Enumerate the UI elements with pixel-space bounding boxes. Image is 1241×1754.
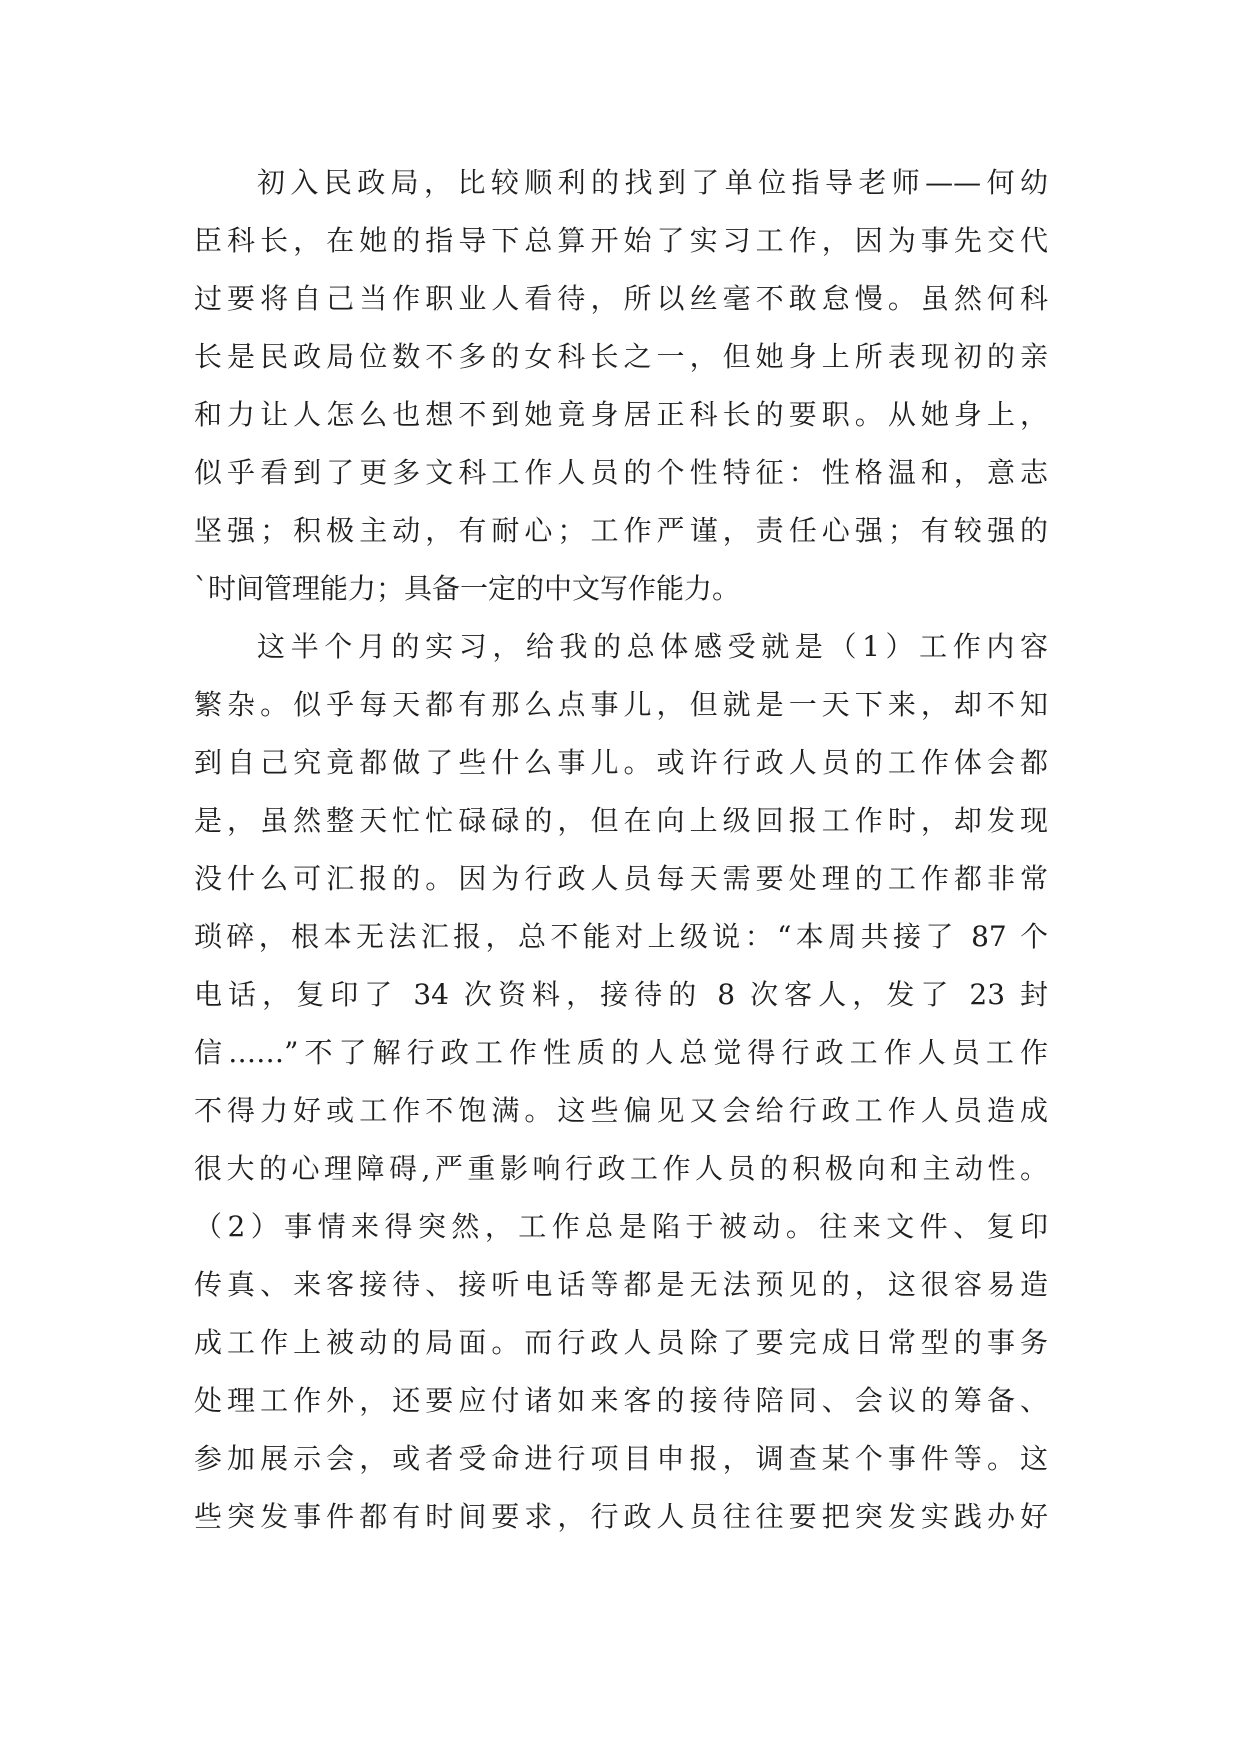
text-line: 过要将自己当作职业人看待，所以丝毫不敢怠慢。虽然何科 xyxy=(194,282,1048,315)
text-line: 长是民政局位数不多的女科长之一，但她身上所表现初的亲 xyxy=(194,340,1048,373)
text-line: 些突发事件都有时间要求，行政人员往往要把突发实践办好 xyxy=(194,1500,1048,1533)
text-line: 似乎看到了更多文科工作人员的个性特征：性格温和，意志 xyxy=(194,456,1048,489)
text-line: 到自己究竟都做了些什么事儿。或许行政人员的工作体会都 xyxy=(194,746,1048,779)
text-line: 参加展示会，或者受命进行项目申报，调查某个事件等。这 xyxy=(194,1442,1048,1475)
text-line: 繁杂。似乎每天都有那么点事儿，但就是一天下来，却不知 xyxy=(194,688,1048,721)
text-line: 琐碎，根本无法汇报，总不能对上级说：“本周共接了 87 个 xyxy=(194,920,1048,953)
text-line: 初入民政局，比较顺利的找到了单位指导老师——何幼 xyxy=(257,166,1048,199)
text-line: 不得力好或工作不饱满。这些偏见又会给行政工作人员造成 xyxy=(194,1094,1048,1127)
text-line: 很大的心理障碍,严重影响行政工作人员的积极向和主动性。 xyxy=(194,1152,1048,1185)
text-line: 成工作上被动的局面。而行政人员除了要完成日常型的事务 xyxy=(194,1326,1048,1359)
text-line: 没什么可汇报的。因为行政人员每天需要处理的工作都非常 xyxy=(194,862,1048,895)
text-line: 处理工作外，还要应付诸如来客的接待陪同、会议的筹备、 xyxy=(194,1384,1048,1417)
text-line: 传真、来客接待、接听电话等都是无法预见的，这很容易造 xyxy=(194,1268,1048,1301)
text-line: `时间管理能力；具备一定的中文写作能力。 xyxy=(194,572,741,605)
text-line: 坚强；积极主动，有耐心；工作严谨，责任心强；有较强的 xyxy=(194,514,1048,547)
text-line: 电话，复印了 34 次资料，接待的 8 次客人，发了 23 封 xyxy=(194,978,1048,1011)
text-line: 和力让人怎么也想不到她竟身居正科长的要职。从她身上， xyxy=(194,398,1048,431)
text-line: 信……”不了解行政工作性质的人总觉得行政工作人员工作 xyxy=(194,1036,1048,1069)
text-line: 臣科长，在她的指导下总算开始了实习工作，因为事先交代 xyxy=(194,224,1048,257)
text-line: 是，虽然整天忙忙碌碌的，但在向上级回报工作时，却发现 xyxy=(194,804,1048,837)
text-line: 这半个月的实习，给我的总体感受就是（1）工作内容 xyxy=(257,630,1048,663)
text-line: （2）事情来得突然，工作总是陷于被动。往来文件、复印 xyxy=(194,1210,1048,1243)
